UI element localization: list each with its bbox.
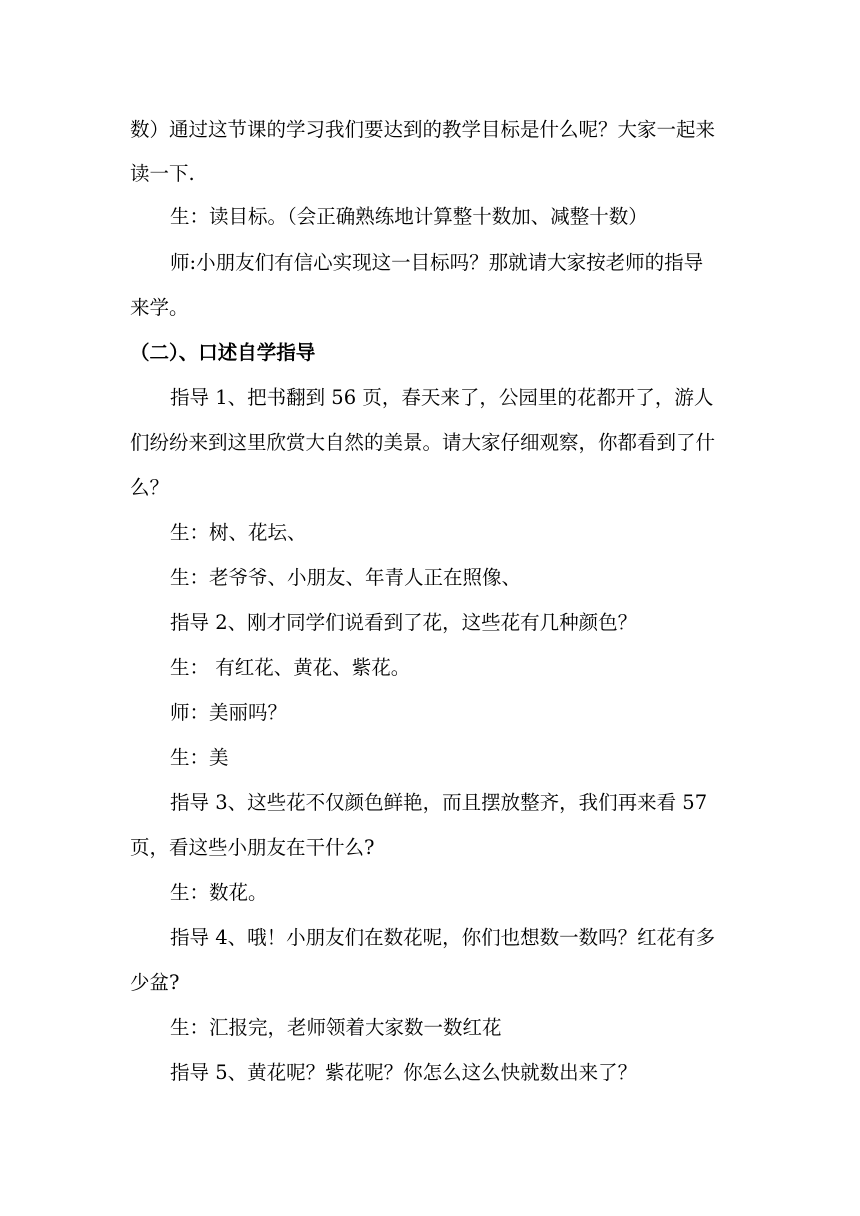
text-line: 来学。: [130, 296, 189, 319]
text-line: 们纷纷来到这里欣赏大自然的美景。请大家仔细观察，你都看到了什: [130, 431, 716, 454]
text-line: 页，看这些小朋友在干什么?: [130, 836, 375, 859]
text-line: 生：汇报完，老师领着大家数一数红花: [170, 1016, 502, 1039]
text-line: 生：读目标。（会正确熟练地计算整十数加、减整十数）: [170, 205, 648, 228]
text-line: 生： 有红花、黄花、紫花。: [170, 656, 411, 679]
text-line: 少盆?: [130, 971, 180, 994]
text-line: 指导 1、把书翻到 56 页，春天来了，公园里的花都开了，游人: [170, 386, 714, 409]
section-heading: （二）、口述自学指导: [130, 341, 316, 364]
text-line: 生：美: [170, 746, 229, 769]
text-line: 指导 4、哦！小朋友们在数花呢，你们也想数一数吗？红花有多: [170, 926, 716, 949]
text-line: 生：数花。: [170, 881, 268, 904]
text-line: 生：老爷爷、小朋友、年青人正在照像、: [170, 566, 522, 589]
text-line: 师:小朋友们有信心实现这一目标吗？那就请大家按老师的指导: [170, 251, 704, 274]
text-line: 生：树、花坛、: [170, 521, 307, 544]
text-line: 指导 2、刚才同学们说看到了花，这些花有几种颜色？: [170, 611, 638, 634]
text-line: 数）通过这节课的学习我们要达到的教学目标是什么呢？大家一起来: [130, 118, 716, 141]
text-line: 指导 3、这些花不仅颜色鲜艳，而且摆放整齐，我们再来看 57: [170, 791, 708, 814]
text-line: 指导 5、黄花呢？紫花呢？你怎么这么快就数出来了？: [170, 1061, 638, 1084]
text-line: 么？: [130, 476, 170, 499]
text-line: 读一下.: [130, 162, 195, 185]
text-line: 师：美丽吗？: [170, 701, 288, 724]
